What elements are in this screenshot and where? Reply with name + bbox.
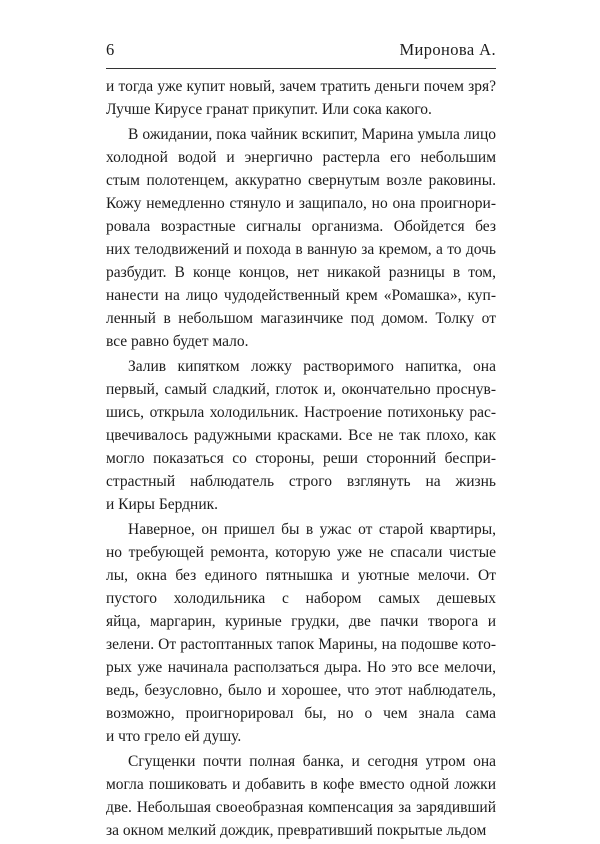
text-line: ведь, безусловно, было и хорошее, что этот наблюдатель, bbox=[106, 682, 496, 699]
text-line: Сгущенки почти полная банка, и сегодня утром она bbox=[128, 753, 496, 770]
text-line: могла пошиковать и добавить в кофе вместо одной ложки bbox=[106, 776, 496, 793]
text-line: лы, окна без единого пятнышка и уютные мелочи. От bbox=[106, 567, 496, 584]
header-rule bbox=[106, 68, 496, 69]
text-line: первый, самый сладкий, глоток и, окончательно проснув- bbox=[106, 381, 496, 398]
paragraph bbox=[106, 123, 496, 353]
paragraph bbox=[106, 75, 496, 121]
paragraph bbox=[106, 355, 496, 516]
text-line: яйца, маргарин, куриные грудки, две пачки творога и bbox=[106, 613, 496, 630]
body-text bbox=[106, 75, 496, 844]
paragraph bbox=[106, 750, 496, 842]
text-line: В ожидании, пока чайник вскипит, Марина умыла лицо bbox=[128, 126, 496, 143]
text-line: но требующей ремонта, которую уже не спасали чистые bbox=[106, 544, 496, 561]
text-line: нанести на лицо чудодейственный крем «Ромашка», куп- bbox=[106, 287, 496, 304]
text-line: за окном мелкий дождик, превративший покрытые льдом bbox=[106, 822, 487, 839]
text-line: холодной водой и энергично растерла его небольшим bbox=[106, 149, 496, 166]
text-line: все равно будет мало. bbox=[106, 333, 249, 350]
text-line: Залив кипятком ложку растворимого напитка, она bbox=[128, 358, 496, 375]
text-line: Кожу немедленно стянуло и защипало, но она проигнори- bbox=[106, 195, 496, 212]
text-line: ровала возрастные сигналы организма. Обойдется без bbox=[106, 218, 496, 235]
text-line: рых уже начинала расползаться дыра. Но это все мелочи, bbox=[106, 659, 496, 676]
text-line: них телодвижений и похода в ванную за кремом, а то дочь bbox=[106, 241, 496, 258]
text-line: Лучше Кирусе гранат прикупит. Или сока какого. bbox=[106, 101, 432, 118]
text-line: ленный в небольшом магазинчике под домом. Толку от bbox=[106, 310, 496, 327]
text-line: Наверное, он пришел бы в ужас от старой квартиры, bbox=[128, 521, 496, 538]
text-line: цвечивалось радужными красками. Все не так плохо, как bbox=[106, 427, 496, 444]
text-line: пустого холодильника с набором самых дешевых bbox=[106, 590, 496, 607]
text-line: разбудит. В конце концов, нет никакой разницы в том, bbox=[106, 264, 496, 281]
page-number: 6 bbox=[106, 40, 115, 59]
text-line: и что грело ей душу. bbox=[106, 728, 242, 745]
text-line: и тогда уже купит новый, зачем тратить деньги почем зря? bbox=[106, 78, 496, 95]
text-line: две. Небольшая своеобразная компенсация за зарядивший bbox=[106, 799, 496, 816]
text-line: стым полотенцем, аккуратно свернутым возле раковины. bbox=[106, 172, 496, 189]
text-line: возможно, проигнорировал бы, но о чем знала сама bbox=[106, 705, 496, 722]
author-name: Миронова А. bbox=[399, 40, 496, 59]
text-line: зелени. От растоптанных тапок Марины, на подошве кото- bbox=[106, 636, 496, 653]
text-line: страстный наблюдатель строго взглянуть на жизнь bbox=[106, 473, 496, 490]
text-line: могло показаться со стороны, реши сторонний беспри- bbox=[106, 450, 496, 467]
running-header bbox=[106, 40, 496, 60]
text-line: и Киры Бердник. bbox=[106, 496, 219, 513]
paragraph bbox=[106, 518, 496, 748]
text-line: шись, открыла холодильник. Настроение потихоньку рас- bbox=[106, 404, 496, 421]
